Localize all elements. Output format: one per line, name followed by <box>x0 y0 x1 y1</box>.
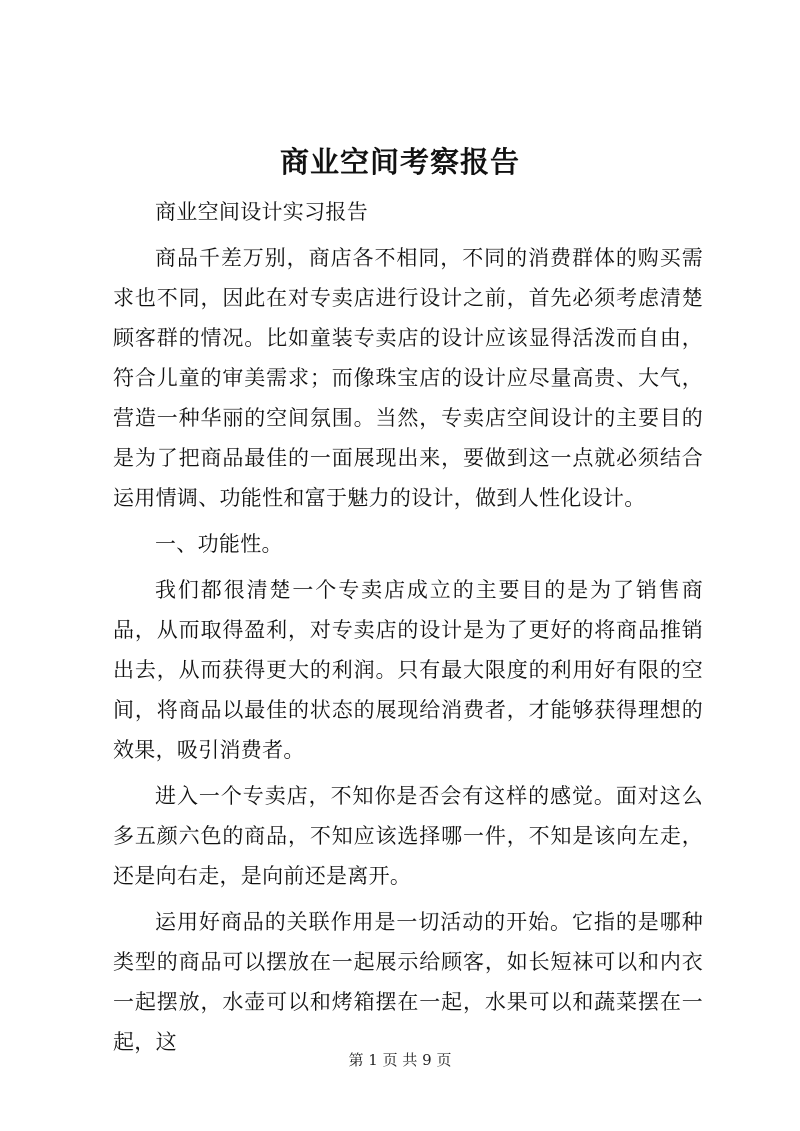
section-heading: 一、功能性。 <box>155 532 283 556</box>
page-number-footer: 第 1 页 共 9 页 <box>348 1051 452 1069</box>
document-body <box>113 192 703 1068</box>
paragraph: 运用好商品的关联作用是一切活动的开始。它指的是哪种类型的商品可以摆放在一起展示给顾客，如长短袜可以和内衣一起摆放，水壶可以和烤箱摆在一起，水果可以和蔬菜摆在一起，这 <box>113 910 703 1054</box>
document-title: 商业空间考察报告 <box>279 145 520 179</box>
document-subtitle: 商业空间设计实习报告 <box>155 200 368 224</box>
paragraph: 商品千差万别，商店各不相同，不同的消费群体的购买需求也不同，因此在对专卖店进行设计之前，首先必须考虑清楚顾客群的情况。比如童装专卖店的设计应该显得活泼而自由，符合儿童的审美需求；而像珠宝店的设计应尽量高贵、大气，营造一种华丽的空间氛围。当然，专卖店空间设计的主要目的是为了把商品最佳的一面展现出来，要做到这一点就必须结合运用情调、功能性和富于魅力的设计，做到人性化设计。 <box>113 246 703 510</box>
paragraph: 我们都很清楚一个专卖店成立的主要目的是为了销售商品，从而取得盈利，对专卖店的设计是为了更好的将商品推销出去，从而获得更大的利润。只有最大限度的利用好有限的空间，将商品以最佳的状态的展现给消费者，才能够获得理想的效果，吸引消费者。 <box>113 578 703 762</box>
paragraph: 进入一个专卖店，不知你是否会有这样的感觉。面对这么多五颜六色的商品，不知应该选择哪一件，不知是该向左走，还是向右走，是向前还是离开。 <box>113 784 703 888</box>
